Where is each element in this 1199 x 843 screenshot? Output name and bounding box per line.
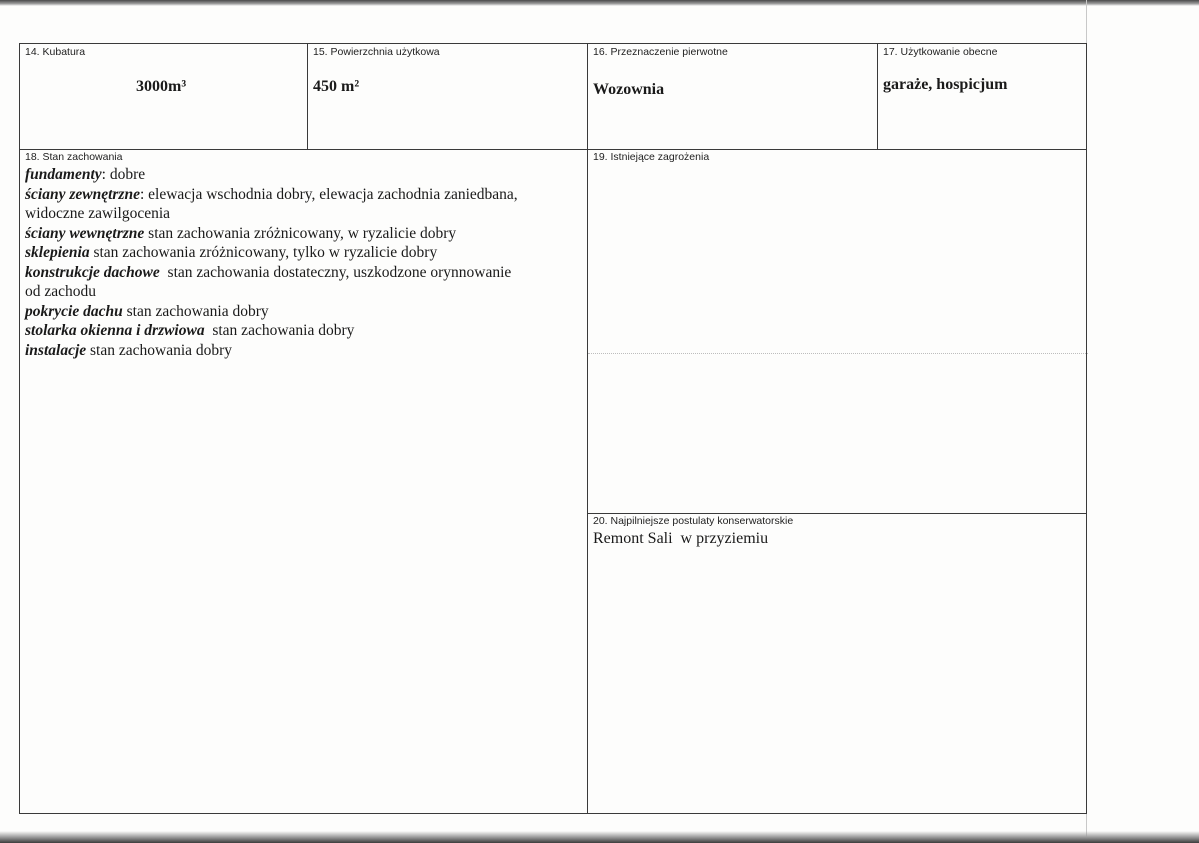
stan-line-term: ściany zewnętrzne [25,185,140,203]
stan-line [25,302,579,322]
stan-line [25,321,579,341]
stan-line-term: pokrycie dachu [25,302,123,320]
stan-line [25,204,579,224]
cell-stan-zachowania [19,149,588,814]
kubatura-value: 3000m³ [136,78,187,95]
stan-line-text: : elewacja wschodnia dobry, elewacja zachodnia zaniedbana, [139,185,518,203]
cell-uzytkowanie [877,43,1087,150]
przeznaczenie-value: Wozownia [593,81,665,98]
stan-line-text: stan zachowania dobry [122,302,269,320]
stan-line [25,243,579,263]
cell-zagrozenia [587,149,1087,514]
przeznaczenie-label: 16. Przeznaczenie pierwotne [593,46,728,58]
kubatura-label: 14. Kubatura [25,46,86,58]
postulaty-label: 20. Najpilniejsze postulaty konserwatorskie [593,515,794,527]
postulaty-value: Remont Sali w przyziemiu [593,530,769,547]
stan-line [25,185,579,205]
stan-line [25,165,579,185]
stan-line [25,341,579,361]
stan-line-text: stan zachowania dostateczny, uszkodzone orynnowanie [159,263,512,281]
stan-line [25,282,579,302]
stan-line-text: : dobre [101,166,146,183]
cell-postulaty [587,513,1087,814]
scan-edge-top [0,0,1199,6]
stan-line-text: widoczne zawilgocenia [25,205,171,222]
stan-line-term: stolarka okienna i drzwiowa [25,322,205,339]
stan-line-text: od zachodu [25,283,97,300]
stan-label: 18. Stan zachowania [25,151,123,163]
stan-line-term: fundamenty [25,166,102,183]
stan-lines [25,165,579,360]
uzytkowanie-label: 17. Użytkowanie obecne [883,46,998,58]
stan-line [25,263,579,283]
cell-przeznaczenie [587,43,878,150]
stan-line-term: instalacje [25,341,87,359]
uzytkowanie-value: garaże, hospicjum [883,76,1008,93]
powierzchnia-value: 450 m² [313,78,360,95]
cell-kubatura [19,43,308,150]
scan-edge-bottom [0,831,1199,843]
stan-line-term: konstrukcje dachowe [25,263,160,281]
stan-line-text: stan zachowania dobry [86,341,233,359]
stan-line-term: ściany wewnętrzne [25,224,145,242]
cell-powierzchnia [307,43,588,150]
zagrozenia-label: 19. Istniejące zagrożenia [593,151,710,163]
stan-line-text: stan zachowania dobry [204,322,355,339]
stan-line [25,224,579,244]
powierzchnia-label: 15. Powierzchnia użytkowa [313,46,440,58]
stan-line-term: sklepienia [25,244,90,261]
dotted-guide-line [588,353,1088,355]
stan-line-text: stan zachowania zróżnicowany, w ryzalicie dobry [144,224,457,242]
stan-line-text: stan zachowania zróżnicowany, tylko w ryzalicie dobry [89,244,438,261]
